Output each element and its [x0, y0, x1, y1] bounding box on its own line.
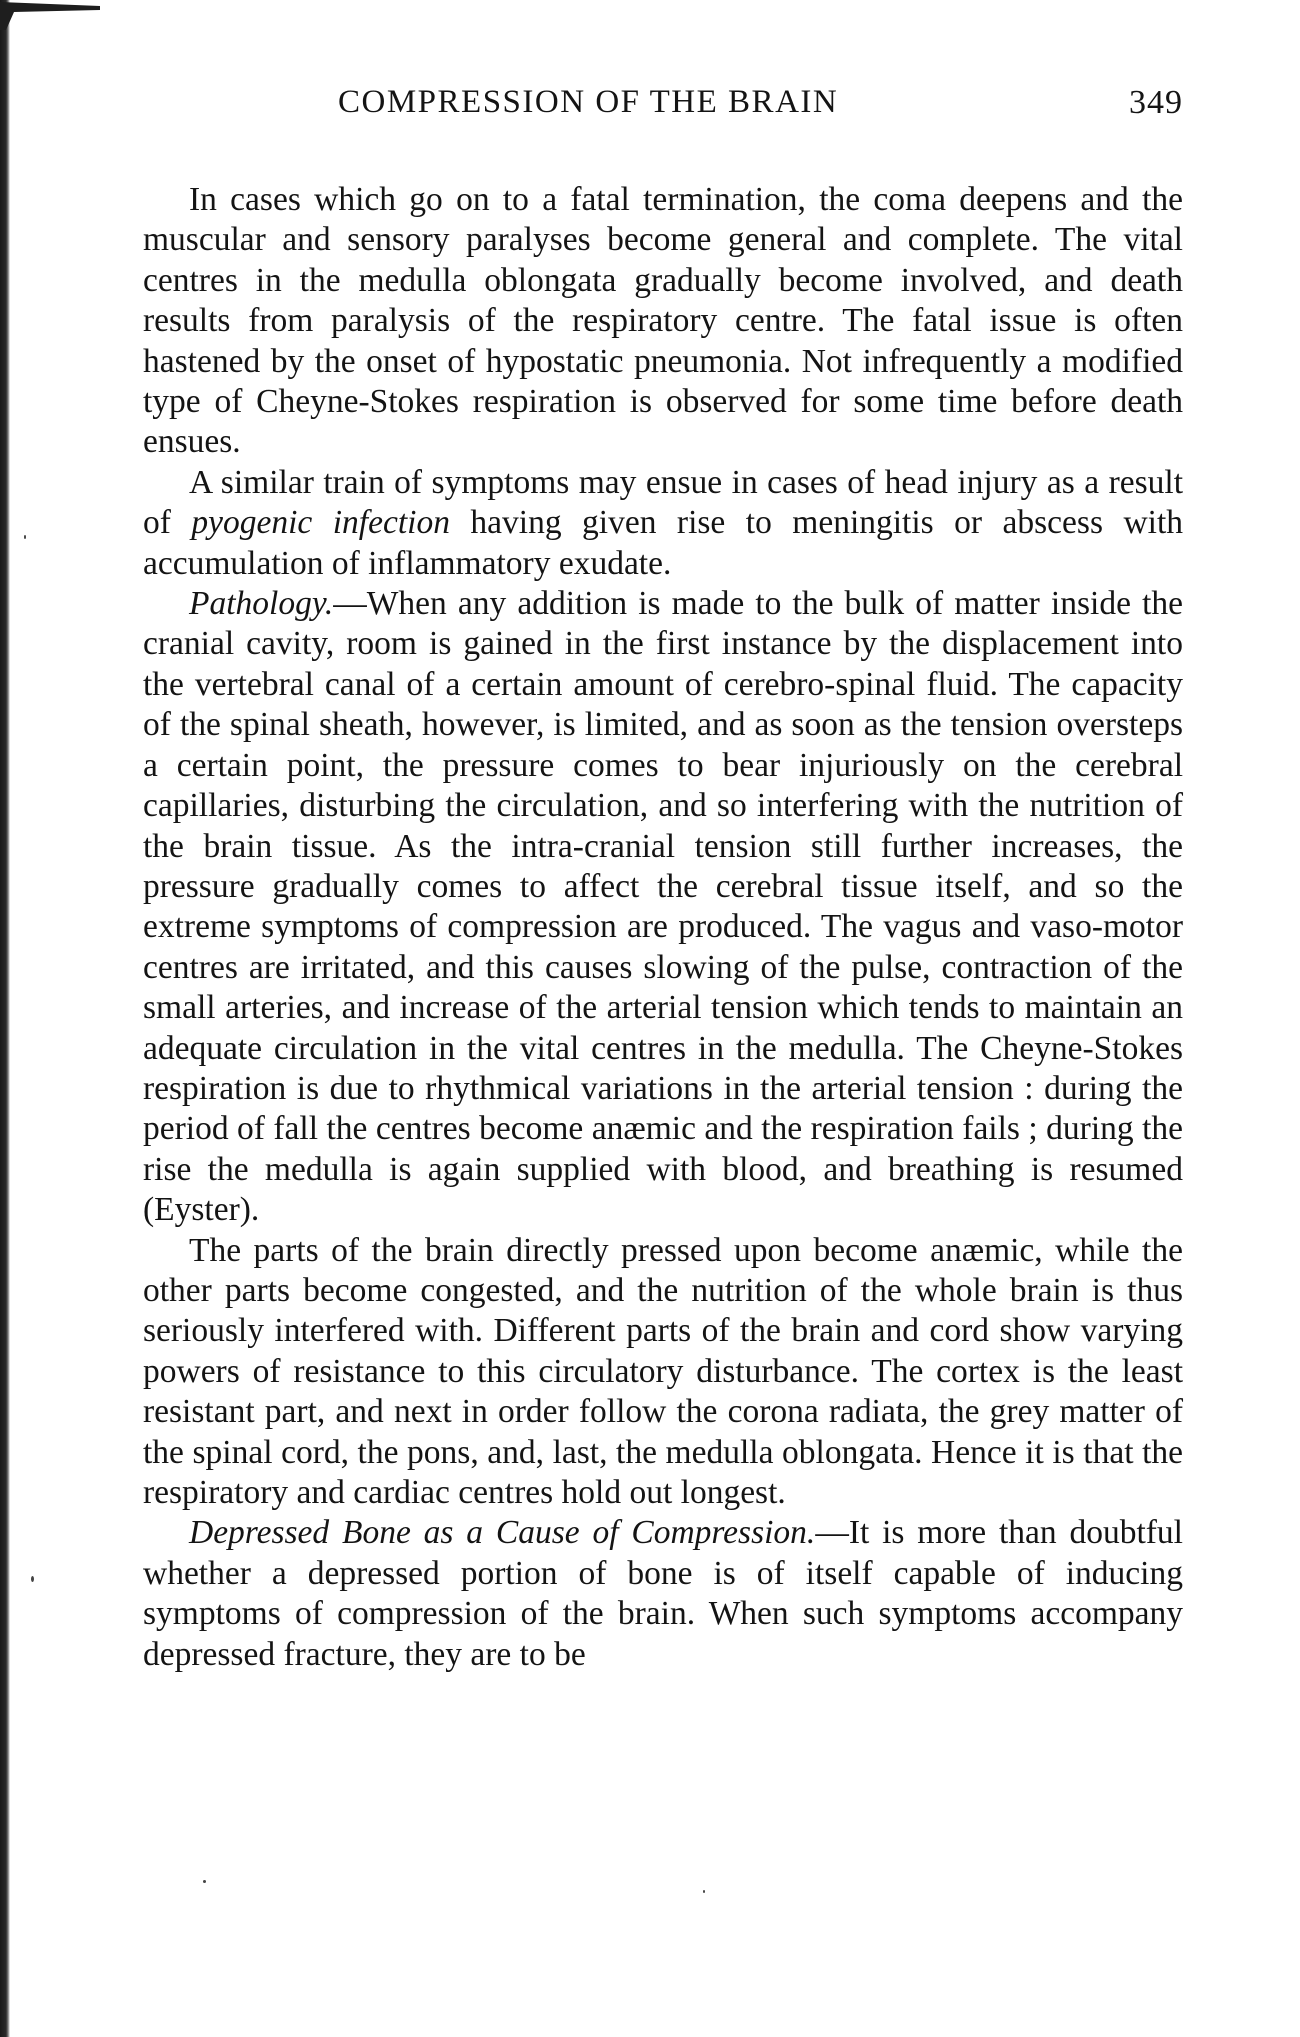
paragraph-fatal-termination [143, 180, 1183, 463]
paragraph-text: —When any addition is made to the bulk of matter inside the cranial cavity, room is gained in the first instance by the displacement into the vertebral canal of a certain amount of cerebro-spinal fluid. The capacity of the spinal sheath, however, is limited, and as soon as the tension oversteps a certain point, the pressure comes to bear injuriously on the cerebral capillaries, disturbing the circulation, and so interfering with the nutrition of the brain tissue. As the intra-cranial tension still further increases, the pressure gradually comes to affect the cerebral tissue itself, and so the extreme symptoms of compression are produced. The vagus and vaso-motor centres are irritated, and this causes slowing of the pulse, contraction of the small arteries, and increase of the arterial tension which tends to maintain an adequate circulation in the vital centres in the medulla. The Cheyne-Stokes respiration is due to rhythmical variations in the arterial tension : during the period of fall the centres become anæmic and the respiration fails ; during the rise the medulla is again supplied with blood, and breathing is resumed (Eyster). [143, 585, 1183, 1229]
running-title: COMPRESSION OF THE BRAIN [338, 84, 839, 120]
scan-speck [203, 1880, 206, 1883]
paragraph-text: —It is more than doubtful whether a depressed portion of bone is of itself capable of inducing symptoms of compression of the brain. When such symptoms accompany depressed fracture, they are to be [143, 1514, 1183, 1673]
page-header [143, 84, 1183, 134]
paragraph-pathology [143, 584, 1183, 1231]
body-text [143, 180, 1183, 1675]
page-binding-edge [0, 0, 10, 2037]
paragraph-brain-parts [143, 1231, 1183, 1514]
binding-hook-mark [0, 0, 100, 30]
page-number: 349 [1129, 84, 1183, 121]
paragraph-text: having given rise to meningitis or abscess with accumulation of inflammatory exudate. [143, 504, 1184, 582]
paragraph-pyogenic-infection [143, 463, 1183, 584]
scan-speck [703, 1890, 705, 1893]
section-heading: Depressed Bone as a Cause of Compression. [189, 1514, 816, 1552]
paragraph-text: The parts of the brain directly pressed upon become anæmic, while the other parts become congested, and the nutrition of the whole brain is thus seriously interfered with. Different parts of the brain and cord show varying powers of resistance to this circulatory disturbance. The cortex is the least resistant part, and next in order follow the corona radiata, the grey matter of the spinal cord, the pons, and, last, the medulla oblongata. Hence it is that the respiratory and cardiac centres hold out longest. [143, 1231, 1183, 1511]
scan-speck [24, 535, 26, 539]
paragraph-text: In cases which go on to a fatal termination, the coma deepens and the muscular and sensory paralyses become general and complete. The vital centres in the medulla oblongata gradually become involved, and death results from paralysis of the respiratory centre. The fatal issue is often hastened by the onset of hypostatic pneumonia. Not infrequently a modified type of Cheyne-Stokes respiration is observed for some time before death ensues. [143, 181, 1183, 461]
section-heading: Pathology. [189, 585, 334, 623]
paragraph-depressed-bone [143, 1513, 1183, 1675]
italic-term: pyogenic infection [191, 504, 450, 542]
scan-speck [31, 1576, 34, 1582]
paragraph-text: A similar train of symptoms may ensue in cases of head injury as a result of [143, 463, 1183, 542]
